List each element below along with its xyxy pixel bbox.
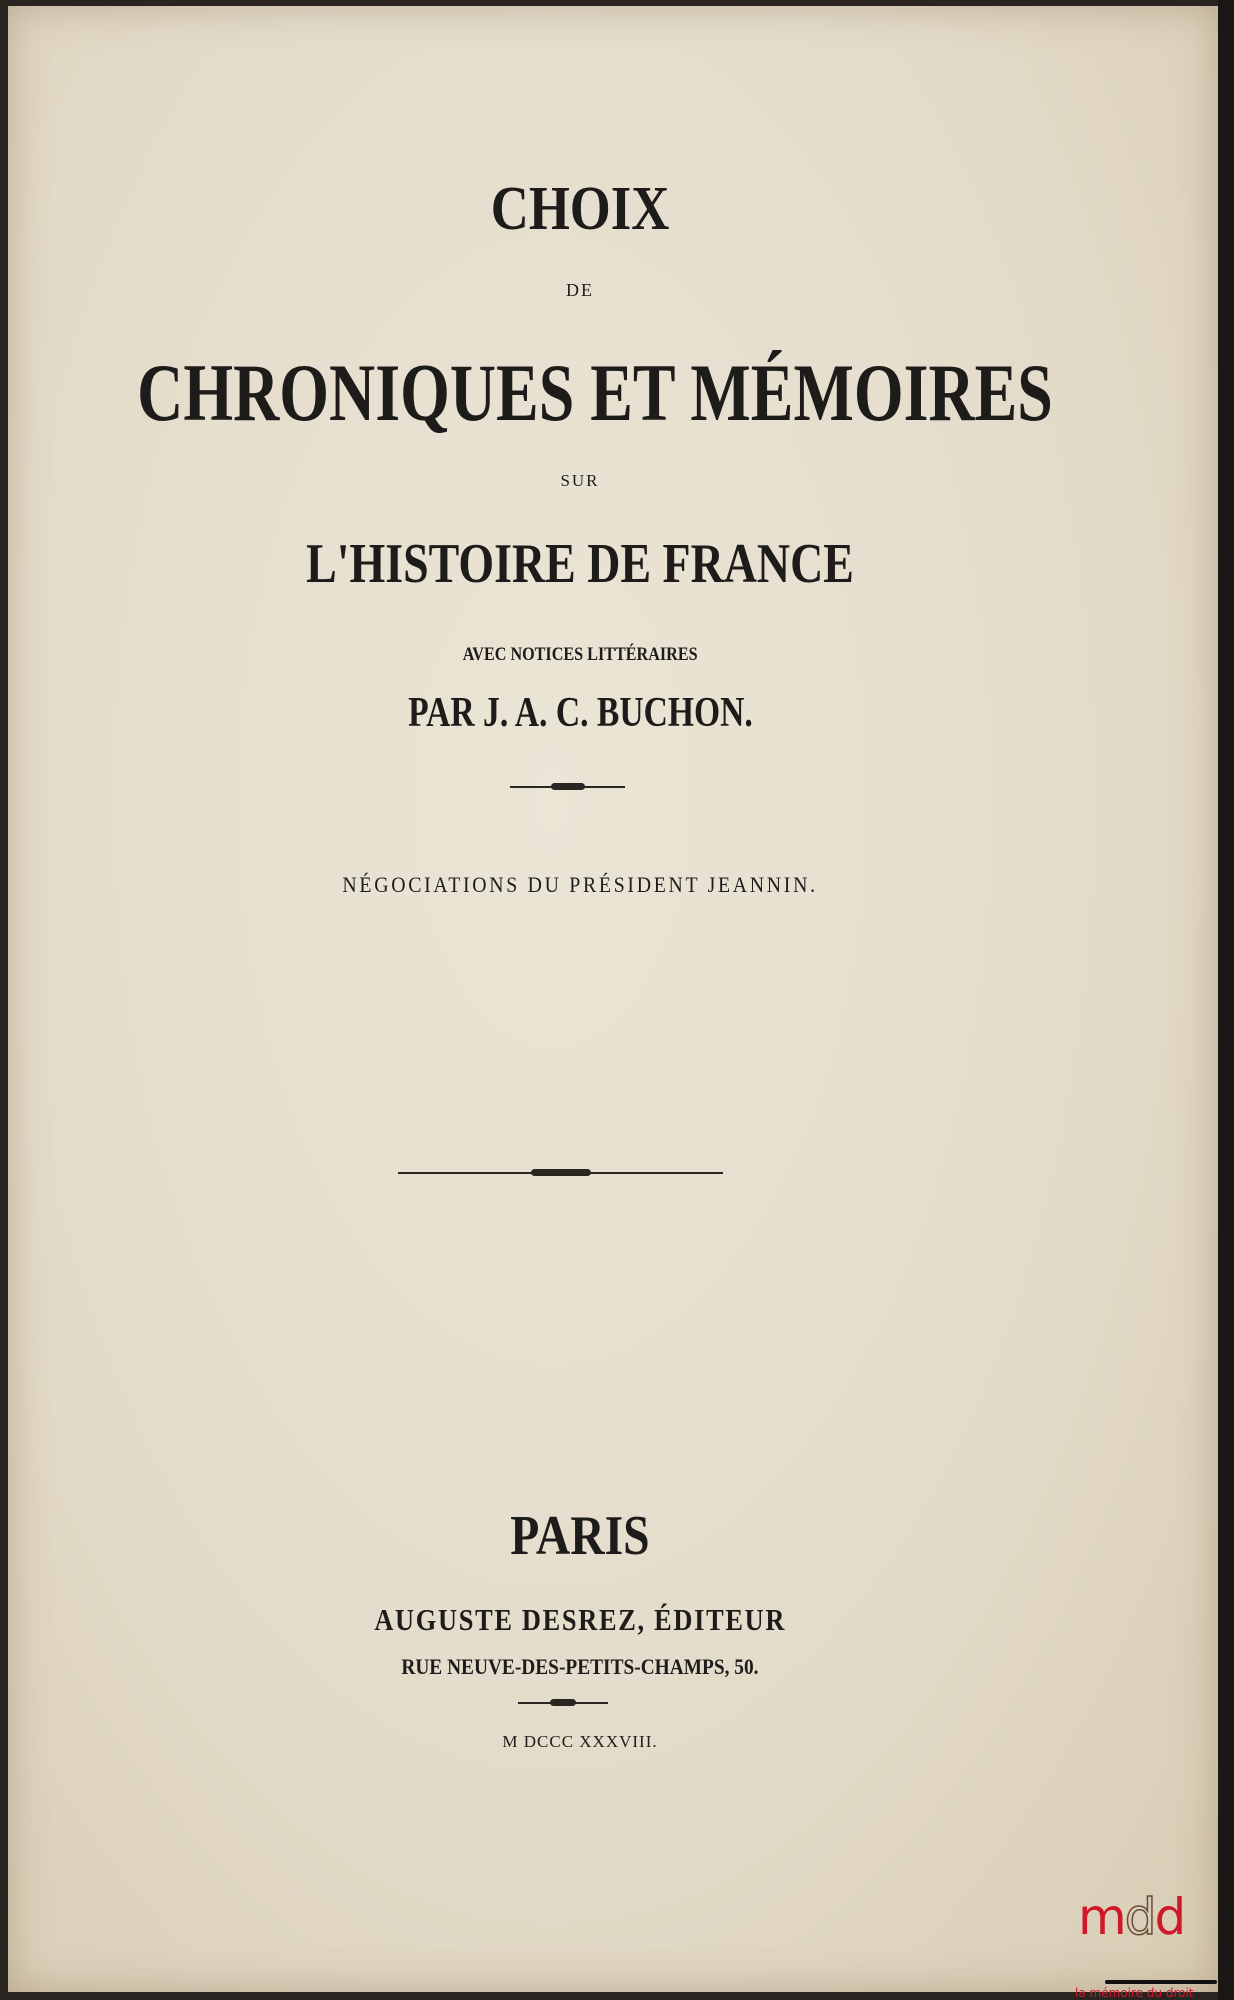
title-histoire: L'HISTOIRE DE FRANCE — [306, 533, 854, 595]
imprint-address: RUE NEUVE-DES-PETITS-CHAMPS, 50. — [401, 1654, 759, 1679]
mdd-logo — [1075, 1888, 1225, 1998]
book-title-page — [8, 6, 1218, 1992]
ornament-rule — [518, 1700, 608, 1706]
title-choix: CHOIX — [490, 175, 670, 243]
mdd-logo-mark: mdd — [1078, 1888, 1185, 1946]
title-de: DE — [566, 280, 594, 300]
ornament-rule — [398, 1170, 723, 1176]
mdd-tagline: la mémoire du droit — [1075, 1986, 1194, 2000]
imprint-publisher: AUGUSTE DESREZ, ÉDITEUR — [374, 1602, 786, 1637]
subtitle-notices: AVEC NOTICES LITTÉRAIRES — [462, 644, 698, 665]
title-chroniques: CHRONIQUES ET MÉMOIRES — [137, 347, 1053, 438]
title-sur: SUR — [560, 471, 600, 490]
imprint-year: M DCCC XXXVIII. — [502, 1732, 658, 1751]
author: PAR J. A. C. BUCHON. — [407, 690, 753, 736]
imprint-city: PARIS — [510, 1505, 650, 1567]
ornament-rule — [510, 784, 625, 790]
book-edge — [1218, 0, 1234, 2000]
volume-title: NÉGOCIATIONS DU PRÉSIDENT JEANNIN. — [342, 872, 818, 897]
